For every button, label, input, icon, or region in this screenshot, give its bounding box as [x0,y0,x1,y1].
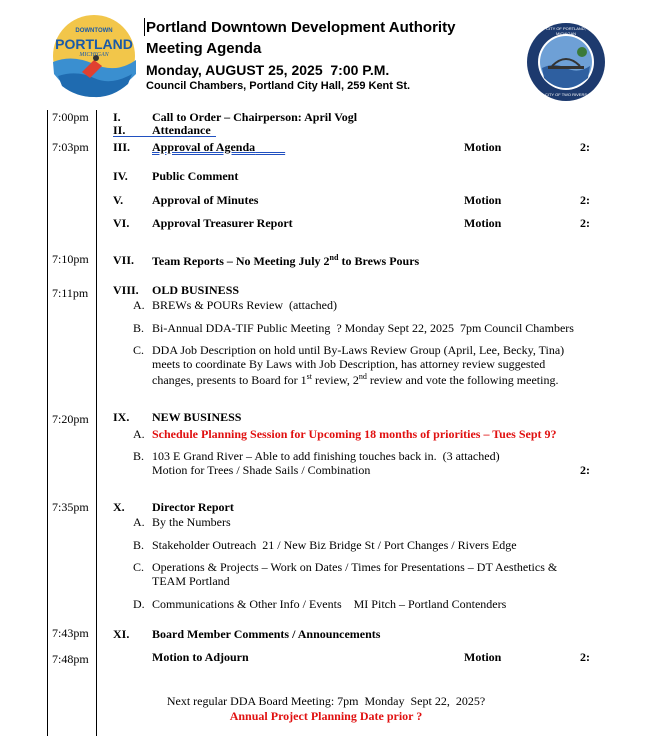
portland-downtown-logo [52,14,136,98]
item-number: V. [113,193,124,207]
time-slot: 7:10pm [52,252,89,266]
time-slot: 7:03pm [52,140,89,154]
underline-spacer [255,140,285,154]
sub-item-letter: B. [133,538,145,552]
second-label: 2: [580,216,590,230]
sub-item-letter: C. [133,560,145,574]
line3-part-c: review and vote the following meeting. [366,373,559,387]
seal-bottom-text: CITY OF TWO RIVERS [544,92,588,97]
next-meeting-line: Next regular DDA Board Meeting: 7pm Monday Sept 22, 2025? [166,694,486,708]
time-slot: 7:00pm [52,110,89,124]
logo-main-text: PORTLAND [55,36,133,52]
line3-part-b: review, 2 [311,373,359,387]
old-business-job-description-line1: DDA Job Description on hold until By-Laws Review Group (April, Lee, Becky, Tina) [152,343,565,357]
old-business-job-description-line3 [152,372,558,388]
time-slot: 7:48pm [52,652,89,666]
time-slot: 7:35pm [52,500,89,514]
time-slot: 7:20pm [52,412,89,426]
superscript: nd [358,372,367,381]
agenda-item-treasurer-report: Approval Treasurer Report [152,216,293,230]
seal-ring-text: CITY OF PORTLAND, MICHIGAN [546,26,586,36]
agenda-item-approval-of-minutes: Approval of Minutes [152,193,259,207]
superscript: st [306,372,312,381]
agenda-item-team-reports [152,253,419,269]
planning-date-line: Annual Project Planning Date prior ? [229,709,423,723]
motion-label: Motion [464,650,502,664]
motion-label: Motion [464,140,502,154]
sub-item-letter: A. [133,515,145,529]
new-business-grand-river-line2: Motion for Trees / Shade Sails / Combination [152,463,371,477]
agenda-item-adjourn: Motion to Adjourn [152,650,249,664]
motion-label: Motion [464,216,502,230]
director-by-the-numbers: By the Numbers [152,515,231,529]
page-subtitle: Meeting Agenda [146,40,262,57]
text-cursor [144,18,145,36]
section-heading-old-business: OLD BUSINESS [152,283,240,297]
item-number: IV. [113,169,128,183]
second-label: 2: [580,193,590,207]
superscript: nd [329,253,339,262]
team-reports-tail: to Brews Pours [338,254,420,268]
time-column-divider-left [47,110,48,736]
sub-item-letter: D. [133,597,145,611]
director-operations-line2: TEAM Portland [152,574,230,588]
old-business-public-meeting: Bi-Annual DDA-TIF Public Meeting ? Monday Sept 22, 2025 7pm Council Chambers [152,321,574,335]
item-number: X. [113,500,125,514]
time-column-divider-right [96,110,97,736]
attendance-underline [113,136,216,137]
sub-item-letter: A. [133,427,145,441]
logo-bottom-text: MICHIGAN [79,52,109,58]
new-business-planning-session: Schedule Planning Session for Upcoming 18 months of priorities – Tues Sept 9? [152,427,557,441]
new-business-grand-river-line1: 103 E Grand River – Able to add finishing touches back in. (3 attached) [152,449,500,463]
item-number: VI. [113,216,130,230]
logo-top-text: DOWNTOWN [75,28,113,34]
second-label: 2: [580,650,590,664]
approval-of-agenda-text: Approval of Agenda [152,140,256,154]
old-business-brews-pours: BREWs & POURs Review (attached) [152,298,337,312]
section-heading-new-business: NEW BUSINESS [152,410,242,424]
meeting-location: Council Chambers, Portland City Hall, 259 Kent St. [146,80,411,92]
item-number: VIII. [113,283,139,297]
second-label: 2: [580,463,590,477]
item-number: III. [113,140,131,154]
sub-item-letter: B. [133,449,145,463]
director-operations-line1: Operations & Projects – Work on Dates / Times for Presentations – DT Aesthetics & [152,560,558,574]
second-label: 2: [580,140,590,154]
city-seal-logo [526,22,606,102]
motion-label: Motion [464,193,502,207]
agenda-item-call-to-order: Call to Order – Chairperson: April Vogl [152,110,358,124]
item-number: VII. [113,253,135,267]
section-heading-director-report: Director Report [152,500,234,514]
sub-item-letter: B. [133,321,145,335]
item-number: I. [113,110,121,124]
director-communications: Communications & Other Info / Events MI Pitch – Portland Contenders [152,597,507,611]
item-number: XI. [113,627,130,641]
time-slot: 7:11pm [52,286,89,300]
sub-item-letter: C. [133,343,145,357]
time-slot: 7:43pm [52,626,89,640]
item-number: IX. [113,410,130,424]
director-stakeholder-outreach: Stakeholder Outreach 21 / New Biz Bridge St / Port Changes / Rivers Edge [152,538,517,552]
old-business-job-description-line2: meets to coordinate By Laws with Job Description, has attorney review suggested [152,357,546,371]
sub-item-letter: A. [133,298,145,312]
agenda-item-approval-of-agenda [152,140,285,155]
agenda-item-board-comments: Board Member Comments / Announcements [152,627,381,641]
page-title: Portland Downtown Development Authority [146,19,456,36]
agenda-item-attendance: Attendance [152,123,211,137]
line3-part-a: changes, presents to Board for 1 [152,373,307,387]
meeting-date: Monday, AUGUST 25, 2025 7:00 P.M. [146,62,390,78]
team-reports-text: Team Reports – No Meeting July 2 [152,254,330,268]
item-number: II. [113,123,126,137]
agenda-item-public-comment: Public Comment [152,169,239,183]
